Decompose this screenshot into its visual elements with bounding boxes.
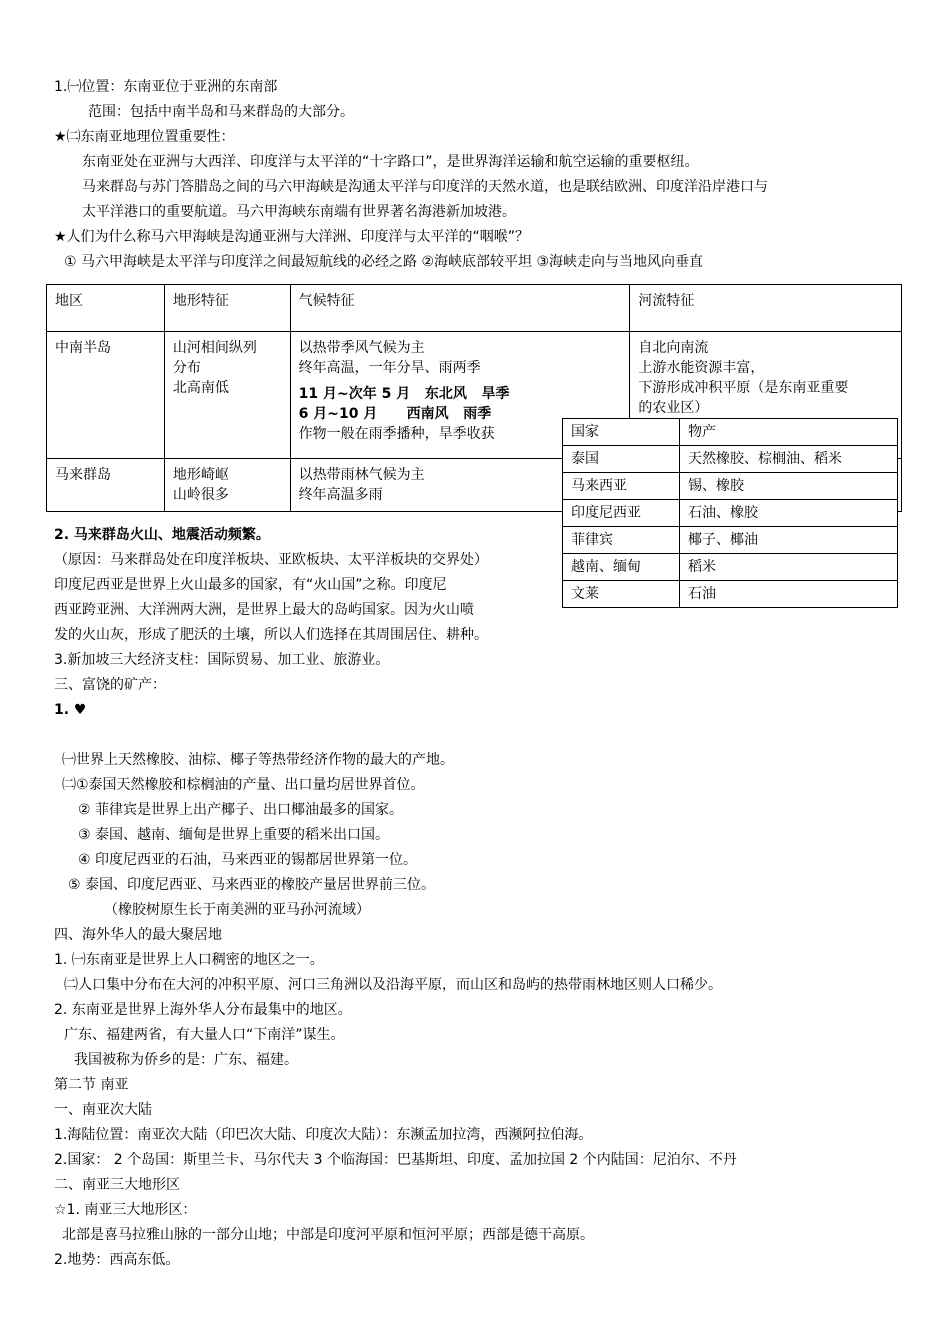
table-row: [563, 581, 898, 608]
table-row: [563, 527, 898, 554]
header-region: 地区: [47, 285, 165, 332]
chinese-line-1: 2. 东南亚是世界上海外华人分布最集中的地区。: [54, 1002, 352, 1018]
volcano-reason: （原因：马来群岛处在印度洋板块、亚欧板块、太平洋板块的交界处）: [54, 552, 488, 568]
indonesia-line-3: 发的火山灰，形成了肥沃的土壤，所以人们选择在其周围居住、耕种。: [54, 627, 488, 643]
country-cell: 马来西亚: [563, 473, 680, 500]
river-text: 下游形成冲积平原（是东南亚重要: [638, 380, 849, 396]
river-text: 的农业区）: [638, 400, 709, 416]
terrain-text: 地形崎岖: [172, 467, 229, 483]
product-cell: 椰子、椰油: [680, 527, 898, 554]
climate-text: 以热带季风气候为主: [298, 340, 425, 356]
indonesia-line-2: 西亚跨亚洲、大洋洲两大洲，是世界上最大的岛屿国家。因为火山喷: [54, 602, 474, 618]
product-cell: 石油: [680, 581, 898, 608]
population-line-2: ㈡人口集中分布在大河的冲积平原、河口三角洲以及沿海平原，而山区和岛屿的热带雨林地区则人口稀少。: [64, 977, 722, 993]
country-cell: 文莱: [563, 581, 680, 608]
terrain-regions-text: 北部是喜马拉雅山脉的一部分山地；中部是印度河平原和恒河平原；西部是德干高原。: [62, 1227, 594, 1243]
climate-text: 终年高温多雨: [298, 487, 383, 503]
product-cell: 天然橡胶、棕榈油、稻米: [680, 446, 898, 473]
dry-season-text: 11 月~次年 5 月 东北风 旱季: [298, 386, 510, 402]
throat-answer: ① 马六甲海峡是太平洋与印度洋之间最短航线的必经之路 ②海峡底部较平坦 ③海峡走向与当地风向垂直: [64, 254, 704, 270]
crop-line-3: ② 菲律宾是世界上出产椰子、出口椰油最多的国家。: [78, 802, 403, 818]
header-river: 河流特征: [630, 285, 902, 332]
crop-line-4: ③ 泰国、越南、缅甸是世界上重要的稻米出口国。: [78, 827, 389, 843]
scope-line: 范围：包括中南半岛和马来群岛的大部分。: [88, 104, 354, 120]
country-cell: 越南、缅甸: [563, 554, 680, 581]
crop-line-5: ④ 印度尼西亚的石油，马来西亚的锡都居世界第一位。: [78, 852, 417, 868]
terrain-cell: [164, 332, 290, 459]
minerals-heading: 三、富饶的矿产：: [54, 677, 166, 693]
rainy-season-text: 6 月~10 月 西南风 雨季: [298, 406, 492, 422]
region-cell: 中南半岛: [47, 332, 165, 459]
volcano-heading: 2. 马来群岛火山、地震活动频繁。: [54, 527, 270, 543]
sea-land-position: 1.海陆位置：南亚次大陆（印巴次大陆、印度次大陆）：东濒孟加拉湾，西濒阿拉伯海。: [54, 1127, 593, 1143]
crossroads-paragraph: 东南亚处在亚洲与大西洋、印度洋与太平洋的“十字路口”，是世界海洋运输和航空运输的重要枢纽。: [82, 154, 699, 170]
header-climate: 气候特征: [290, 285, 630, 332]
subcontinent-heading: 一、南亚次大陆: [54, 1102, 152, 1118]
header-terrain: 地形特征: [164, 285, 290, 332]
terrain-text: 山岭很多: [172, 487, 229, 503]
countries-line: 2.国家： 2 个岛国：斯里兰卡、马尔代夫 3 个临海国：巴基斯坦、印度、孟加拉国 2 个内陆国：尼泊尔、不丹: [54, 1152, 737, 1168]
table-header-row: [47, 285, 902, 332]
region-cell: 马来群岛: [47, 459, 165, 512]
table-row: [563, 446, 898, 473]
population-line-1: 1. ㈠东南亚是世界上人口稠密的地区之一。: [54, 952, 324, 968]
chinese-heading: 四、海外华人的最大聚居地: [54, 927, 222, 943]
chinese-line-2: 广东、福建两省，有大量人口“下南洋”谋生。: [64, 1027, 345, 1043]
rubber-origin-note: （橡胶树原生长于南美洲的亚马孙河流域）: [104, 902, 370, 918]
terrain-text: 分布: [172, 360, 201, 376]
product-header-row: [563, 419, 898, 446]
terrain-trend: 2.地势：西高东低。: [54, 1252, 180, 1268]
header-product: 物产: [680, 419, 898, 446]
crop-line-1: ㈠世界上天然橡胶、油棕、椰子等热带经济作物的最大的产地。: [62, 752, 454, 768]
terrain-text: 北高南低: [172, 380, 229, 396]
minerals-item-1: 1. ♥: [54, 702, 87, 718]
importance-heading: ★㈡东南亚地理位置重要性：: [54, 129, 235, 145]
crop-line-6: ⑤ 泰国、印度尼西亚、马来西亚的橡胶产量居世界前三位。: [68, 877, 435, 893]
singapore-economy: 3.新加坡三大经济支柱：国际贸易、加工业、旅游业。: [54, 652, 390, 668]
malacca-paragraph-2: 太平洋港口的重要航道。马六甲海峡东南端有世界著名海港新加坡港。: [82, 204, 516, 220]
country-cell: 泰国: [563, 446, 680, 473]
indonesia-line-1: 印度尼西亚是世界上火山最多的国家，有“火山国”之称。印度尼: [54, 577, 447, 593]
product-cell: 稻米: [680, 554, 898, 581]
terrain-text: 山河相间纵列: [172, 340, 257, 356]
header-country: 国家: [563, 419, 680, 446]
crop-season-text: 作物一般在雨季播种，旱季收获: [298, 426, 495, 442]
product-cell: 锡、橡胶: [680, 473, 898, 500]
climate-text: 以热带雨林气候为主: [298, 467, 425, 483]
table-row: [563, 554, 898, 581]
river-text: 上游水能资源丰富，: [638, 360, 765, 376]
climate-text: 终年高温，一年分旱、雨两季: [298, 360, 481, 376]
country-cell: 菲律宾: [563, 527, 680, 554]
malacca-paragraph-1: 马来群岛与苏门答腊岛之间的马六甲海峡是沟通太平洋与印度洋的天然水道，也是联结欧洲、印度洋沿岸港口与: [82, 179, 768, 195]
crop-line-2: ㈡①泰国天然橡胶和棕榈油的产量、出口量均居世界首位。: [62, 777, 425, 793]
chinese-line-3: 我国被称为侨乡的是：广东、福建。: [74, 1052, 298, 1068]
terrain-cell: [164, 459, 290, 512]
river-text: 自北向南流: [638, 340, 709, 356]
table-row: [563, 473, 898, 500]
product-cell: 石油、橡胶: [680, 500, 898, 527]
terrain-regions-heading: ☆1. 南亚三大地形区：: [54, 1202, 197, 1218]
location-line: 1.㈠位置：东南亚位于亚洲的东南部: [54, 79, 278, 95]
throat-question: ★人们为什么称马六甲海峡是沟通亚洲与大洋洲、印度洋与太平洋的“咽喉”？: [54, 229, 530, 245]
product-table: [562, 418, 898, 608]
table-row: [563, 500, 898, 527]
terrain-heading: 二、南亚三大地形区: [54, 1177, 180, 1193]
country-cell: 印度尼西亚: [563, 500, 680, 527]
section-title-south-asia: 第二节 南亚: [54, 1077, 129, 1093]
